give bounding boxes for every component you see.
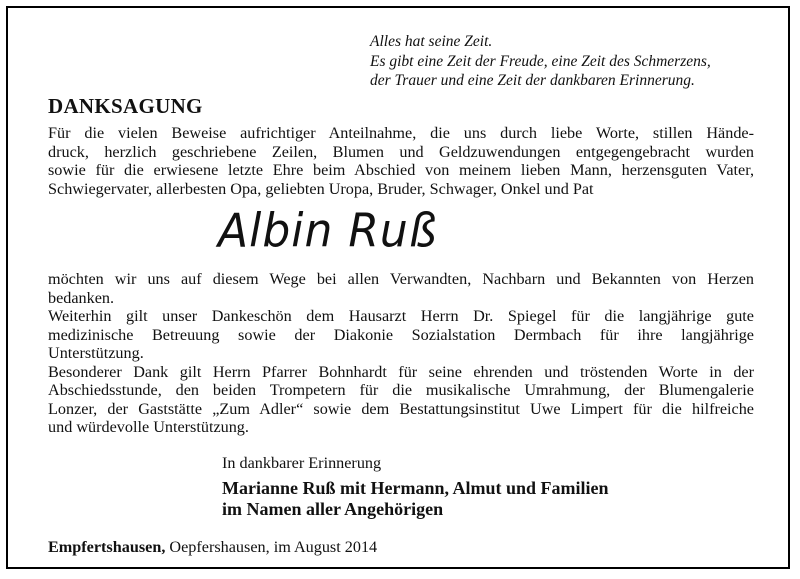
intro-line: Schwiegervater, allerbesten Opa, geliebten Uropa, Bruder, Schwager, Onkel und Pat xyxy=(48,179,594,198)
body-line: und würdevolle Unterstützung. xyxy=(48,418,249,436)
place-date xyxy=(48,538,377,557)
body-line: Besonderer Dank gilt Herrn Pfarrer Bohnhardt für seine ehrenden und tröstenden Worte in der xyxy=(48,362,754,381)
motto-line: Alles hat seine Zeit. xyxy=(370,33,493,50)
body-line: Lonzer, der Gaststätte „Zum Adler“ sowie dem Bestattungsinstitut Uwe Limpert für die hilfreiche xyxy=(48,399,754,418)
place-rest: Oepfershausen, im August 2014 xyxy=(165,538,378,556)
signers-line: Marianne Ruß mit Hermann, Almut und Familien xyxy=(222,478,609,498)
deceased-name: Albin Ruß xyxy=(218,204,438,259)
signers xyxy=(222,478,609,520)
heading: DANKSAGUNG xyxy=(48,94,203,118)
body-line: bedanken. xyxy=(48,288,115,307)
intro-line: druck, herzlich geschriebene Zeilen, Blumen und Geldzuwendungen entgegengebracht wurden xyxy=(48,142,754,161)
body-line: Abschiedsstunde, den beiden Trompetern für die musikalische Umrahmung, der Blumengalerie xyxy=(48,381,754,399)
intro-paragraph xyxy=(48,124,754,198)
closing-phrase: In dankbarer Erinnerung xyxy=(222,454,382,472)
intro-line: Für die vielen Beweise aufrichtiger Anteilnahme, die uns durch liebe Worte, stillen Hände- xyxy=(48,124,754,142)
intro-line: sowie für die erwiesene letzte Ehre beim Abschied von meinem lieben Mann, herzensguten Vater, xyxy=(48,161,754,179)
motto-line: der Trauer und eine Zeit der dankbaren Erinnerung. xyxy=(370,72,695,89)
body-line: möchten wir uns auf diesem Wege bei allen Verwandten, Nachbarn und Bekannten von Herzen xyxy=(48,270,754,288)
body-line: medizinische Betreuung sowie der Diakonie Sozialstation Dermbach für ihre langjährige xyxy=(48,325,754,344)
signers-line: im Namen aller Angehörigen xyxy=(222,499,444,519)
body-paragraph xyxy=(48,270,754,437)
body-line: Unterstützung. xyxy=(48,344,144,362)
motto xyxy=(370,32,780,91)
body-line: Weiterhin gilt unser Dankeschön dem Hausarzt Herrn Dr. Spiegel für die langjährige gute xyxy=(48,307,754,325)
motto-line: Es gibt eine Zeit der Freude, eine Zeit des Schmerzens, xyxy=(370,52,711,70)
place-town: Empfertshausen, xyxy=(48,538,166,556)
